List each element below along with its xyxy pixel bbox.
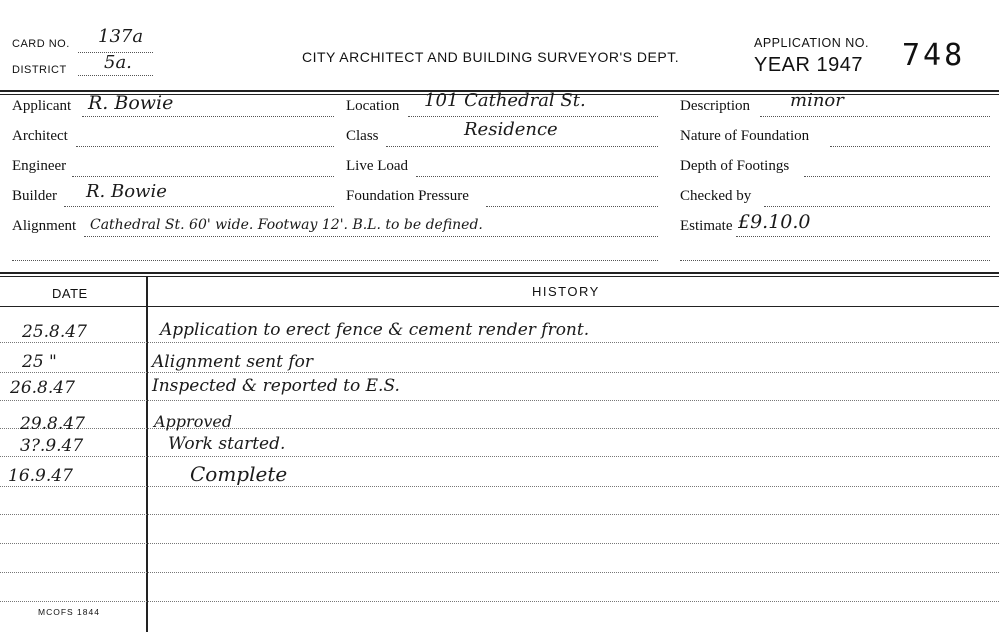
alignment-line-2 — [12, 260, 658, 261]
live-load-line — [416, 176, 658, 177]
history-entry: Inspected & reported to E.S. — [152, 376, 400, 396]
applicant-label: Applicant — [12, 98, 72, 114]
ruled-line — [0, 400, 999, 401]
estimate-label: Estimate — [680, 218, 733, 234]
column-divider — [146, 277, 148, 632]
district-line — [78, 75, 153, 76]
builder-value: R. Bowie — [86, 181, 167, 202]
history-date: 16.9.47 — [8, 466, 73, 486]
depth-of-footings-line — [804, 176, 990, 177]
applicant-line — [82, 116, 334, 117]
dept-title: CITY ARCHITECT AND BUILDING SURVEYOR'S DEPT. — [302, 49, 680, 65]
history-entry: Approved — [154, 412, 233, 431]
application-number: 748 — [902, 38, 966, 73]
foundation-pressure-label: Foundation Pressure — [346, 188, 469, 204]
history-date: 25 " — [22, 352, 57, 372]
ruled-line — [0, 428, 999, 429]
ruled-line — [0, 342, 999, 343]
location-label: Location — [346, 98, 400, 114]
history-entry: Application to erect fence & cement render front. — [160, 320, 590, 340]
location-value: 101 Cathedral St. — [424, 90, 586, 111]
history-date: 25.8.47 — [22, 322, 87, 342]
applicant-value: R. Bowie — [88, 92, 174, 114]
description-label: Description — [680, 98, 750, 114]
year-label: YEAR 1947 — [754, 54, 864, 76]
estimate-value: £9.10.0 — [738, 211, 811, 233]
date-column-header: DATE — [52, 286, 88, 301]
history-date: 29.8.47 — [20, 414, 85, 434]
alignment-label: Alignment — [12, 218, 77, 234]
table-header-rule — [0, 306, 999, 307]
estimate-line — [736, 236, 990, 237]
estimate-line-2 — [680, 260, 990, 261]
ruled-line — [0, 456, 999, 457]
class-label: Class — [346, 128, 379, 144]
history-entry: Work started. — [168, 434, 286, 454]
district-label: DISTRICT — [12, 64, 67, 76]
class-line — [386, 146, 658, 147]
history-column-header: HISTORY — [532, 284, 600, 299]
ruled-line — [0, 543, 999, 544]
architect-label: Architect — [12, 128, 68, 144]
application-label: APPLICATION NO. — [754, 36, 869, 50]
ruled-line — [0, 601, 999, 602]
builder-label: Builder — [12, 188, 57, 204]
foundation-pressure-line — [486, 206, 658, 207]
form-code: MCOFS 1844 — [38, 607, 100, 617]
depth-of-footings-label: Depth of Footings — [680, 158, 790, 174]
ruled-line — [0, 486, 999, 487]
engineer-line — [72, 176, 334, 177]
description-line — [760, 116, 990, 117]
history-entry: Complete — [190, 462, 288, 486]
table-rule-2 — [0, 276, 999, 277]
checked-by-label: Checked by — [680, 188, 752, 204]
engineer-label: Engineer — [12, 158, 67, 174]
district-value: 5a. — [104, 52, 132, 73]
checked-by-line — [764, 206, 990, 207]
builder-line — [64, 206, 334, 207]
alignment-line — [84, 236, 658, 237]
history-entry: Alignment sent for — [152, 352, 313, 372]
ruled-line — [0, 372, 999, 373]
card-no-label: CARD NO. — [12, 38, 70, 50]
nature-of-foundation-label: Nature of Foundation — [680, 128, 810, 144]
history-date: 3?.9.47 — [20, 436, 84, 456]
description-value: minor — [790, 90, 844, 111]
ruled-line — [0, 572, 999, 573]
card-no-value: 137a — [98, 26, 144, 47]
live-load-label: Live Load — [346, 158, 409, 174]
alignment-value: Cathedral St. 60' wide. Footway 12'. B.L. to be defined. — [90, 217, 483, 233]
ruled-line — [0, 514, 999, 515]
history-date: 26.8.47 — [10, 378, 75, 398]
class-value: Residence — [464, 119, 558, 140]
architect-line — [76, 146, 334, 147]
nature-of-foundation-line — [830, 146, 990, 147]
location-line — [408, 116, 658, 117]
table-rule-1 — [0, 272, 999, 274]
